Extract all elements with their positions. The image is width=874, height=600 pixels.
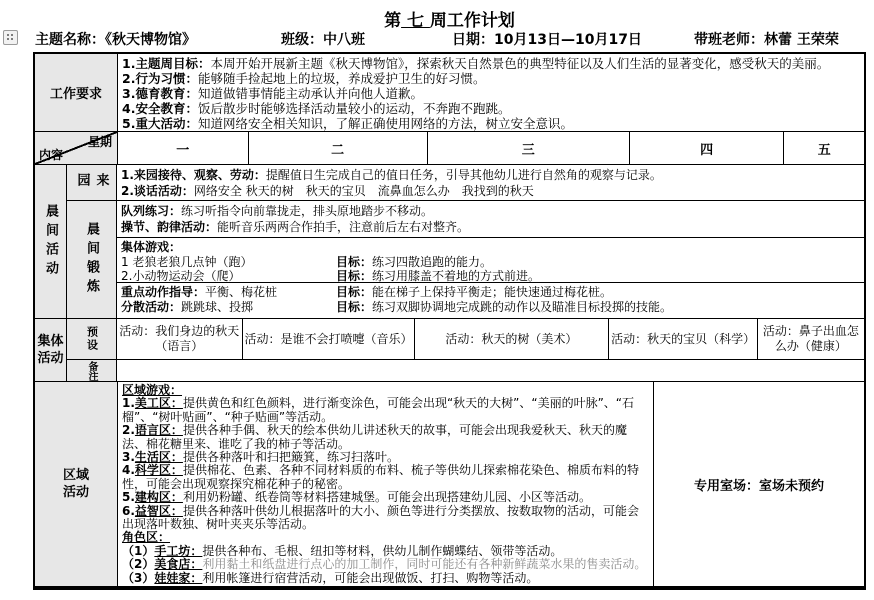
work-requirements-content[interactable]: 1.主题周目标：本周开始开展新主题《秋天博物馆》，探索秋天自然景色的典型特征以及人们生活的显著变化，感受秋天的美丽。 2.行为习惯：能够随手捡起地上的垃圾，养成爱护卫生的好习惯。 3.德育教育：知道做错事情能主动承认并向他人道歉。 4.安全教育：饭后散步时能够选择活动量较小的运动，不奔跑不跑跳。 5.重大活动：知道网络安全相关知识，了解正确使用网络的方法，树立安全意识。	[122, 56, 830, 131]
work-requirements-label[interactable]: 工作要求	[35, 54, 118, 131]
morning-activities-label[interactable]: 晨间活动	[35, 165, 67, 318]
title-prefix: 第	[384, 11, 402, 31]
content-header-label: 内容	[39, 148, 64, 162]
day-header-mon[interactable]: 一	[118, 132, 249, 164]
preset-activity-mon[interactable]: 活动：我们身边的秋天（语言）	[117, 319, 243, 359]
page-title[interactable]	[33, 6, 866, 31]
collective-activities-label[interactable]	[35, 319, 67, 381]
collective-activities-row	[35, 319, 864, 382]
morning-activities-row	[35, 165, 864, 319]
collective-activities-content	[67, 319, 864, 381]
diagonal-header-cell	[35, 132, 118, 164]
area-activities-label[interactable]	[35, 382, 118, 586]
arrival-label[interactable]: 来园	[67, 165, 117, 200]
preset-label[interactable]: 预设	[67, 319, 117, 359]
preset-activity-wed[interactable]: 活动：秋天的树（美术）	[415, 319, 609, 359]
remarks-content[interactable]	[117, 360, 864, 381]
day-header-thu[interactable]: 四	[630, 132, 785, 164]
morning-exercise-label[interactable]: 晨间锻炼	[67, 201, 117, 318]
preset-subrow	[67, 319, 864, 360]
morning-exercise-subrow	[67, 201, 864, 318]
preset-activity-thu[interactable]: 活动：秋天的宝贝（科学）	[609, 319, 758, 359]
morning-activities-content	[67, 165, 864, 318]
drill-practice-cell[interactable]: 队列练习：练习听指令向前靠拢走，排头原地踏步不移动。 操节、韵律活动：能听音乐两两合作拍手，注意前后左右对整齐。	[117, 201, 864, 238]
special-room-cell[interactable]: 专用室场：室场未预约	[653, 382, 864, 586]
day-header-tue[interactable]: 二	[249, 132, 428, 164]
remarks-subrow	[67, 360, 864, 381]
weekday-header-label: 星期	[87, 135, 112, 149]
collective-activities-text: 集体活动	[37, 334, 64, 366]
area-activities-content[interactable]: 区域游戏： 1.美工区：提供黄色和红色颜料，进行渐变涂色，可能会出现“秋天的大树”、“美丽的叶脉”、“石榴”、“树叶贴画”、“种子贴画”等活动。 2.语言区：提供各种手偶、秋天的绘本供幼儿讲述秋天的故事，可能会出现我爱秋天、秋天的魔法、棉花糖里来、谁吃了我的柿子等活动。 3.生活区：提供各种落叶和扫把簸箕，练习扫落叶。 4.科学区：提供棉花、色素、各种不同材料质的布料、梳子等供幼儿探索棉花染色、棉质布料的特性，可能会出现观察探究棉花种子的秘密。 5.建构区：利用奶粉罐、纸卷筒等材料搭建城堡。可能会出现搭建幼儿园、小区等活动。 6.益智区：提供各种落叶供幼儿根据落叶的大小、颜色等进行分类摆放、按数取物的活动，可能会出现落叶数独、树叶夹夹乐等活动。 角色区： （1）手工坊：提供各种布、毛根、纽扣等材料，供幼儿制作蝴蝶结、领带等活动。 （2）美食店：利用黏土和纸盘进行点心的加工制作，同时可能还有各种新鲜蔬菜水果的售卖活动。 （3）娃娃家：利用帐篷进行宿营活动，可能会出现做饭、打扫、购物等活动。	[122, 383, 647, 585]
group-games-cell[interactable]: 集体游戏： 1 老狼老狼几点钟（跑） 目标：练习四散追跑的能力。 2.小动物运动会（爬） 目标：练习用膝盖不着地的方式前进。	[117, 238, 864, 283]
area-activities-text: 区域活动	[62, 468, 89, 500]
key-action-guidance-cell[interactable]: 重点动作指导：平衡、梅花桩 目标：能在梯子上保持平衡走；能快速通过梅花桩。 分散活动：跳跳球、投掷 目标：练习双脚协调地完成跳的动作以及瞄准目标投掷的技能。	[121, 285, 673, 314]
title-suffix: 周工作计划	[429, 11, 515, 31]
preset-activity-fri[interactable]: 活动：鼻子出血怎么办（健康）	[762, 324, 859, 353]
arrival-subrow	[67, 165, 864, 201]
day-header-wed[interactable]: 三	[428, 132, 630, 164]
title-week-number: 七	[401, 11, 430, 31]
class-name[interactable]: 班级：中八班	[281, 32, 365, 48]
date-range[interactable]: 日期：10月13日—10月17日	[452, 32, 642, 48]
weekly-plan-table	[33, 52, 866, 590]
area-activities-row	[35, 382, 864, 586]
remarks-label[interactable]: 备注	[67, 360, 117, 381]
preset-activity-tue[interactable]: 活动：是谁不会打喷嚏（音乐）	[243, 319, 415, 359]
morning-exercise-content	[117, 201, 864, 318]
theme-name[interactable]: 主题名称：《秋天博物馆》	[35, 32, 196, 48]
info-row	[0, 29, 874, 49]
day-header-fri[interactable]: 五	[817, 142, 831, 158]
arrival-content[interactable]: 1.来园接待、观察、劳动：提醒值日生完成自己的值日任务，引导其他幼儿进行自然角的观察与记录。 2.谈话活动：网络安全 秋天的树 秋天的宝贝 流鼻血怎么办 我找到的秋天	[121, 168, 662, 198]
teacher-names[interactable]: 带班老师：林蕾 王荣荣	[694, 32, 839, 48]
work-requirements-row	[35, 54, 864, 132]
weekday-header-row	[35, 132, 864, 165]
